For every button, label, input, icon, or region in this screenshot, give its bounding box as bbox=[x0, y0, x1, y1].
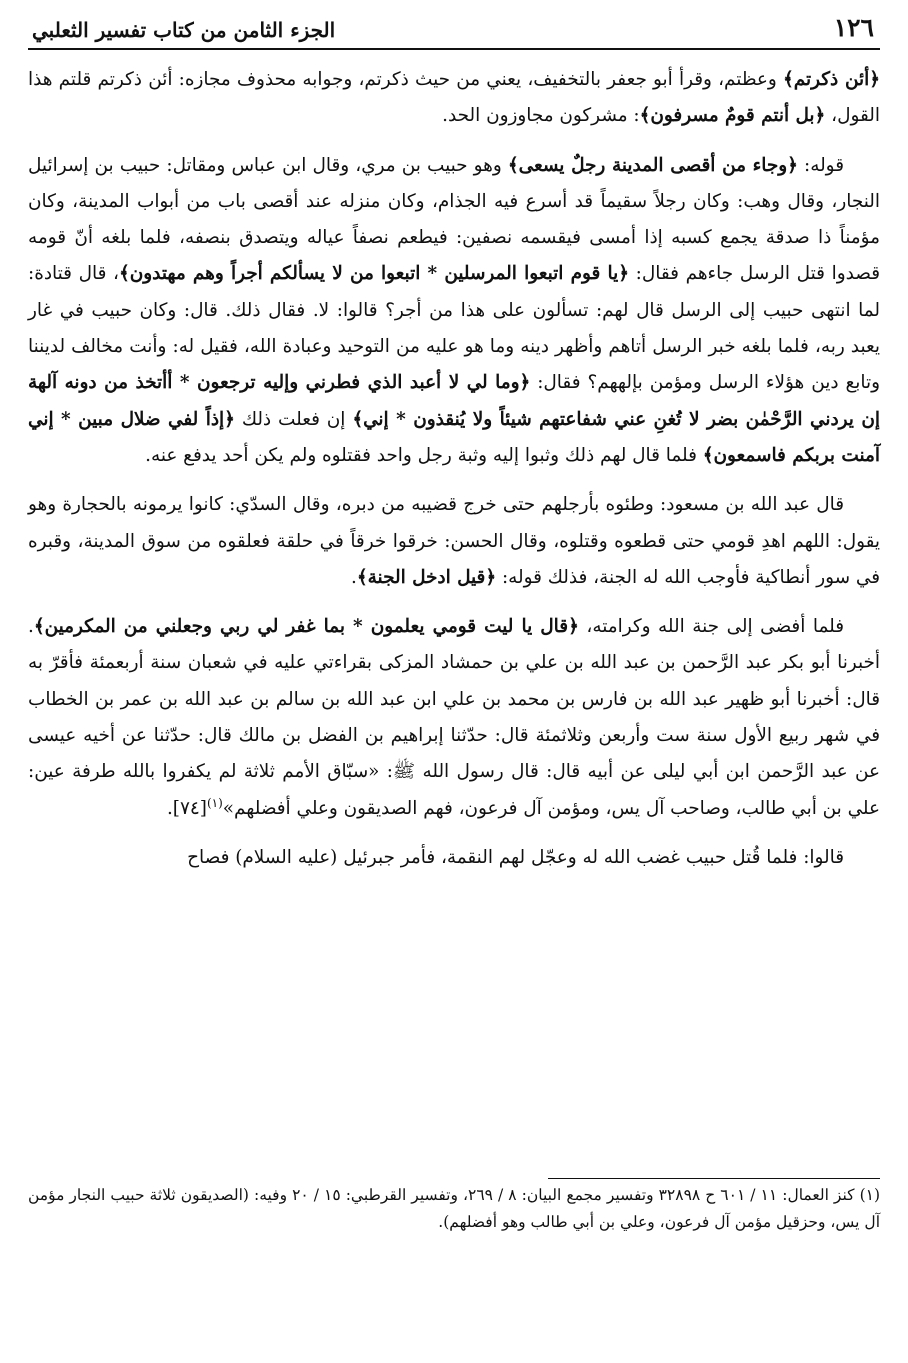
text-run: وعظتم، وقرأ أبو جعفر بالتخفيف، يعني من حيث ذكرتم، وجوابه محذوف مجازه: أئن ذكرتم قلتم هذا القول، bbox=[28, 69, 880, 127]
footnote-divider bbox=[548, 1178, 880, 1179]
running-title: الجزء الثامن من كتاب تفسير الثعلبي bbox=[32, 18, 336, 42]
quran-quote: ﴿إذاً لفي ضلال مبين * إني آمنت بربكم فاسمعون﴾ bbox=[28, 408, 880, 466]
page-header bbox=[28, 10, 880, 42]
text-run: . أخبرنا أبو بكر عبد الرَّحمن بن عبد الله بن علي بن حمشاد المزكى بقراءتي عليه في شعبان سنة أربعمئة فأقرّ به قال: أخبرنا أبو ظهير عبد الله بن فارس بن محمد بن علي ابن عبد الله بن سالم بن عبد الله بن عمر بن الخطاب في شهر ربيع الأول سنة ست وأربعن وثلاثمئة قال: حدّثنا إبراهيم بن الفضل بن مالك قال: حدّثنا عن أخيه عيسى عن عبد الرَّحمن ابن أبي ليلى عن أبيه قال: قال رسول الله ﷺ: «سبّاق الأمم ثلاثة لم يكفروا بالله طرفة عين: علي بن أبي طالب، وصاحب آل يس، ومؤمن آل فرعون، فهم الصديقون وعلي أفضلهم» bbox=[28, 616, 880, 819]
text-run: إن فعلت ذلك bbox=[234, 408, 353, 430]
text-run: : مشركون مجاوزون الحد. bbox=[442, 105, 640, 127]
text-run: فلما قال لهم ذلك وثبوا إليه وثبة رجل واحد فقتلوه ولم يكن أحد يدفع عنه. bbox=[145, 444, 703, 466]
paragraph bbox=[28, 148, 880, 475]
quran-quote: ﴿أئن ذكرتم﴾ bbox=[783, 69, 880, 90]
footnote bbox=[28, 1182, 880, 1236]
footnote-body bbox=[28, 1182, 880, 1236]
text-run: قال عبد الله بن مسعود: وطئوه بأرجلهم حتى خرج قضيبه من دبره، وقال السدّي: كانوا يرمونه بالحجارة وهو يقول: اللهم اهدِ قومي حتى قطعوه وقتلوه، وقال الحسن: خرقوا خرقاً في حلقة فعلقوه من سوق المدينة، وقبره في سور أنطاكية فأوجب الله له الجنة، فذلك قوله: bbox=[28, 494, 880, 588]
text-run: . bbox=[351, 566, 357, 588]
quran-quote: ﴿بل أنتم قومٌ مسرفون﴾ bbox=[639, 105, 826, 127]
main-text bbox=[28, 62, 880, 889]
paragraph bbox=[28, 62, 880, 135]
book-page bbox=[28, 0, 880, 1363]
quran-quote: ﴿يا قوم اتبعوا المرسلين * اتبعوا من لا يسألكم أجراً وهم مهتدون﴾ bbox=[119, 263, 629, 285]
page-number: ١٢٦ bbox=[833, 13, 874, 42]
text-run: فلما أفضى إلى جنة الله وكرامته، bbox=[578, 616, 844, 638]
quran-quote: ﴿قيل ادخل الجنة﴾ bbox=[356, 566, 497, 588]
footnote-marker: (١) bbox=[859, 1186, 881, 1204]
paragraph bbox=[28, 487, 880, 596]
text-run: قالوا: فلما قُتل حبيب غضب الله له وعجّل لهم النقمة، فأمر جبرئيل (عليه السلام) فصاح bbox=[187, 846, 844, 868]
header-divider bbox=[28, 48, 880, 50]
paragraph bbox=[28, 840, 880, 876]
text-run: وهو حبيب بن مري، وقال ابن عباس ومقاتل: حبيب بن إسرائيل النجار، وقال وهب: وكان رجلاً سقيماً قد أسرع فيه الجذام، وكان منزله عند أقصى باب من أبواب المدينة، وكان مؤمناً ذا صدقة يجمع كسبه إذا أمسى فيقسمه نصفين: فيطعم نصفاً عياله ويتصدق بنصفه، فلما بلغه أنّ قومه قصدوا قتل الرسل جاءهم فقال: bbox=[28, 154, 880, 285]
footnote-text: كنز العمال: ١١ / ٦٠١ ح ٣٢٨٩٨ وتفسير مجمع البيان: ٨ / ٢٦٩، وتفسير القرطبي: ١٥ / ٢٠ وفيه: (الصديقون ثلاثة حبيب النجار مؤمن آل يس، وحزقيل مؤمن آل فرعون، وعلي بن أبي طالب وهو أفضلهم). bbox=[28, 1186, 880, 1231]
quran-quote: ﴿وجاء من أقصى المدينة رجلٌ يسعى﴾ bbox=[507, 154, 798, 176]
footnote-reference: (١) bbox=[206, 795, 223, 810]
paragraph bbox=[28, 609, 880, 827]
text-run: قوله: bbox=[797, 154, 844, 176]
text-run: ، قال قتادة: لما انتهى حبيب إلى الرسل قال لهم: تسألون على هذا من أجر؟ قالوا: لا. فقال ذلك. قال: وكان حبيب في غار يعبد ربه، فلما بلغه خبر الرسل أتاهم وأظهر دينه وما هو عليه من التوحيد وعبادة الله، فقيل له: وأنت مخالف لديننا وتابع دين هؤلاء الرسل ومؤمن بإلههم؟ فقال: bbox=[28, 263, 880, 394]
quran-quote: ﴿وما لي لا أعبد الذي فطرني وإليه ترجعون * أأتخذ من دونه آلهة إن يردني الرَّحْمٰن بضر لا تُغنِ عني شفاعتهم شيئاً ولا يُنقذون * إني﴾ bbox=[28, 372, 881, 430]
text-run: [٧٤]. bbox=[166, 797, 207, 819]
quran-quote: ﴿قال يا ليت قومي يعلمون * بما غفر لي ربي وجعلني من المكرمين﴾ bbox=[33, 616, 579, 638]
